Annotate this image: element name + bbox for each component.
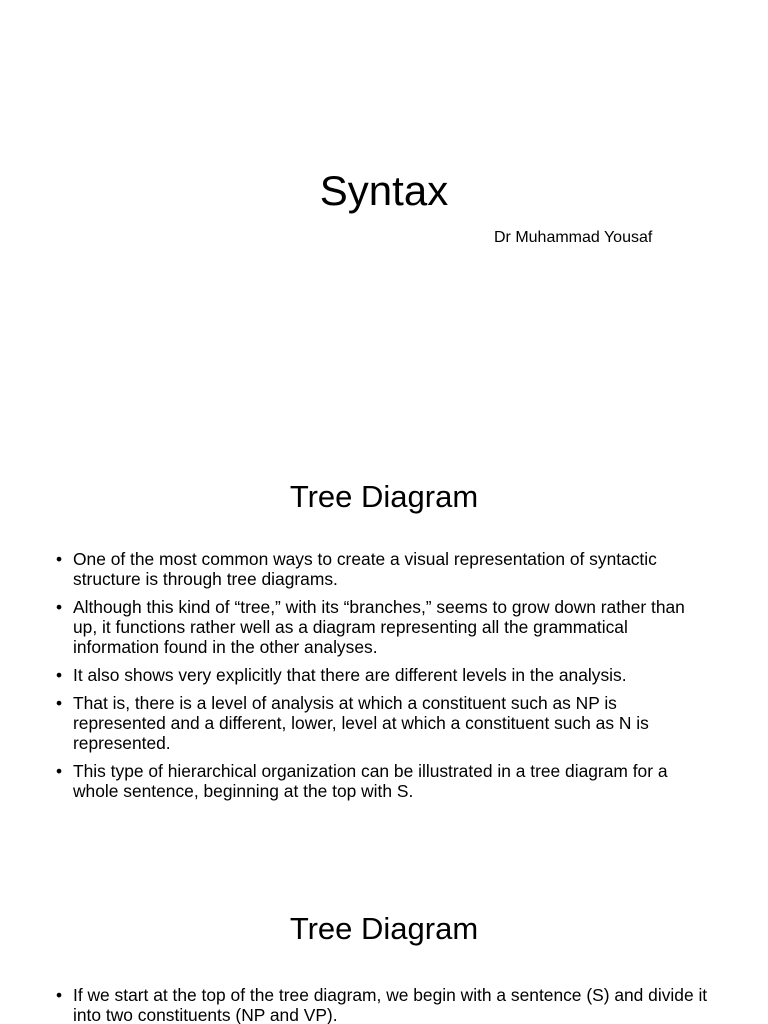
bullet-list (56, 985, 712, 1024)
bullet-icon: • (56, 597, 63, 617)
bullet-text: If we start at the top of the tree diagram, we begin with a sentence (S) and divide it into two constituents (NP and VP). (73, 985, 708, 1024)
bullet-icon: • (56, 761, 63, 781)
title-slide (0, 0, 768, 432)
slide-title: Tree Diagram (289, 479, 479, 514)
bullet-item (56, 761, 712, 801)
slide-title: Tree Diagram (289, 911, 479, 946)
bullet-text: That is, there is a level of analysis at which a constituent such as NP is represented and a different, lower, level at which a constituent such as N is represented. (73, 693, 649, 753)
presentation-title: Syntax (319, 167, 449, 214)
content-slide-tree-diagram-2 (0, 864, 768, 1024)
bullet-icon: • (56, 665, 63, 685)
bullet-text: It also shows very explicitly that there are different levels in the analysis. (73, 665, 627, 685)
bullet-text: One of the most common ways to create a visual representation of syntactic structure is through tree diagrams. (73, 549, 657, 589)
content-slide-tree-diagram-1 (0, 432, 768, 864)
bullet-list (56, 549, 712, 809)
bullet-item (56, 665, 712, 685)
bullet-item (56, 985, 712, 1024)
bullet-item (56, 597, 712, 657)
bullet-icon: • (56, 985, 63, 1005)
bullet-icon: • (56, 693, 63, 713)
presentation-author: Dr Muhammad Yousaf (494, 229, 653, 246)
bullet-item (56, 693, 712, 753)
bullet-text: This type of hierarchical organization can be illustrated in a tree diagram for a whole sentence, beginning at the top with S. (73, 761, 668, 801)
bullet-text: Although this kind of “tree,” with its “branches,” seems to grow down rather than up, it functions rather well as a diagram representing all the grammatical information found in the other analyses. (73, 597, 685, 657)
bullet-item (56, 549, 712, 589)
bullet-icon: • (56, 549, 63, 569)
